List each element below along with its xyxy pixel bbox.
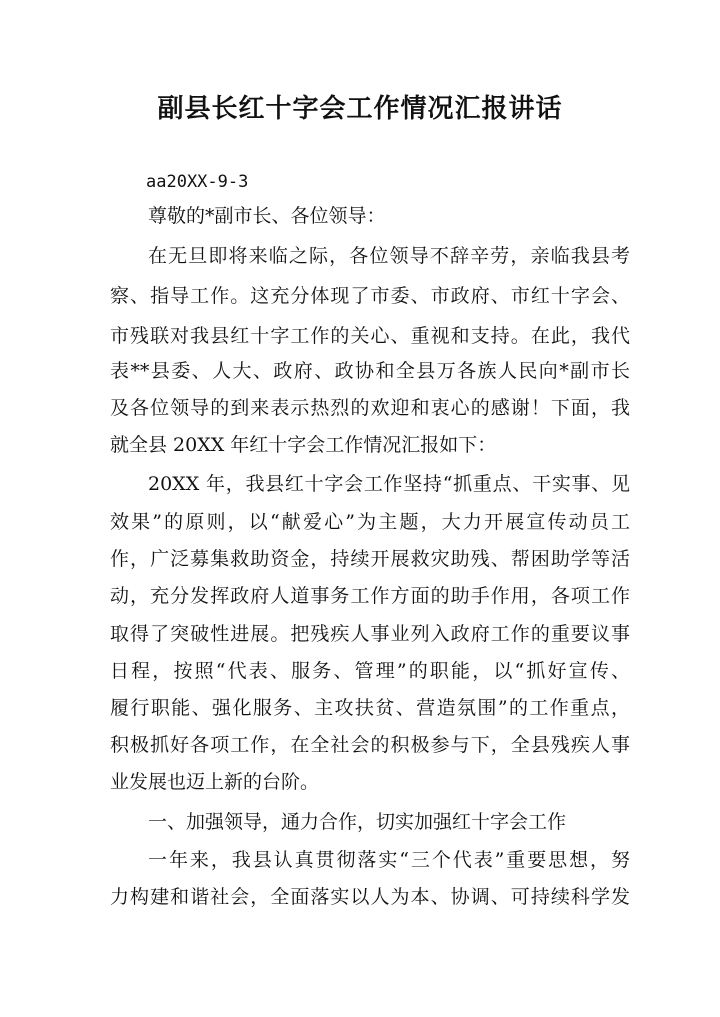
paragraph-line: 20XX 年，我县红十字会工作坚持“抓重点、干实事、见: [148, 473, 630, 495]
paragraph-line: 动，充分发挥政府人道事务工作方面的助手作用，各项工作: [110, 585, 630, 607]
paragraph-line: 市残联对我县红十字工作的关心、重视和支持。在此，我代: [110, 325, 630, 347]
section-heading: 一、加强领导，通力合作，切实加强红十字会工作: [148, 811, 567, 833]
paragraph-line: 取得了突破性进展。把残疾人事业列入政府工作的重要议事: [110, 623, 630, 645]
paragraph-line: 效果”的原则，以“献爱心”为主题，大力开展宣传动员工: [110, 511, 630, 533]
paragraph-line: 一年来，我县认真贯彻落实“三个代表”重要思想，努: [148, 849, 630, 871]
paragraph-line: 及各位领导的到来表示热烈的欢迎和衷心的感谢！下面，我: [110, 397, 630, 419]
paragraph-line: 就全县 20XX 年红十字会工作情况汇报如下：: [110, 434, 497, 456]
paragraph-line: 在无旦即将来临之际，各位领导不辞辛劳，亲临我县考: [148, 245, 630, 267]
document-title: 副县长红十字会工作情况汇报讲话: [157, 94, 563, 124]
paragraph-line: 日程，按照“代表、服务、管理”的职能，以“抓好宣传、: [110, 660, 630, 682]
salutation: 尊敬的*副市长、各位领导：: [148, 205, 386, 227]
document-date: aa20XX-9-3: [146, 172, 249, 192]
paragraph-line: 表**县委、人大、政府、政协和全县万各族人民向*副市长: [110, 360, 630, 382]
paragraph-line: 履行职能、强化服务、主攻扶贫、营造氛围”的工作重点，: [110, 697, 630, 719]
paragraph-line: 作，广泛募集救助资金，持续开展救灾助残、帮困助学等活: [110, 548, 630, 570]
paragraph-line: 业发展也迈上新的台阶。: [110, 771, 320, 793]
paragraph-line: 察、指导工作。这充分体现了市委、市政府、市红十字会、: [110, 285, 630, 307]
paragraph-line: 力构建和谐社会，全面落实以人为本、协调、可持续科学发: [110, 886, 630, 908]
paragraph-line: 积极抓好各项工作，在全社会的积极参与下，全县残疾人事: [110, 734, 630, 756]
